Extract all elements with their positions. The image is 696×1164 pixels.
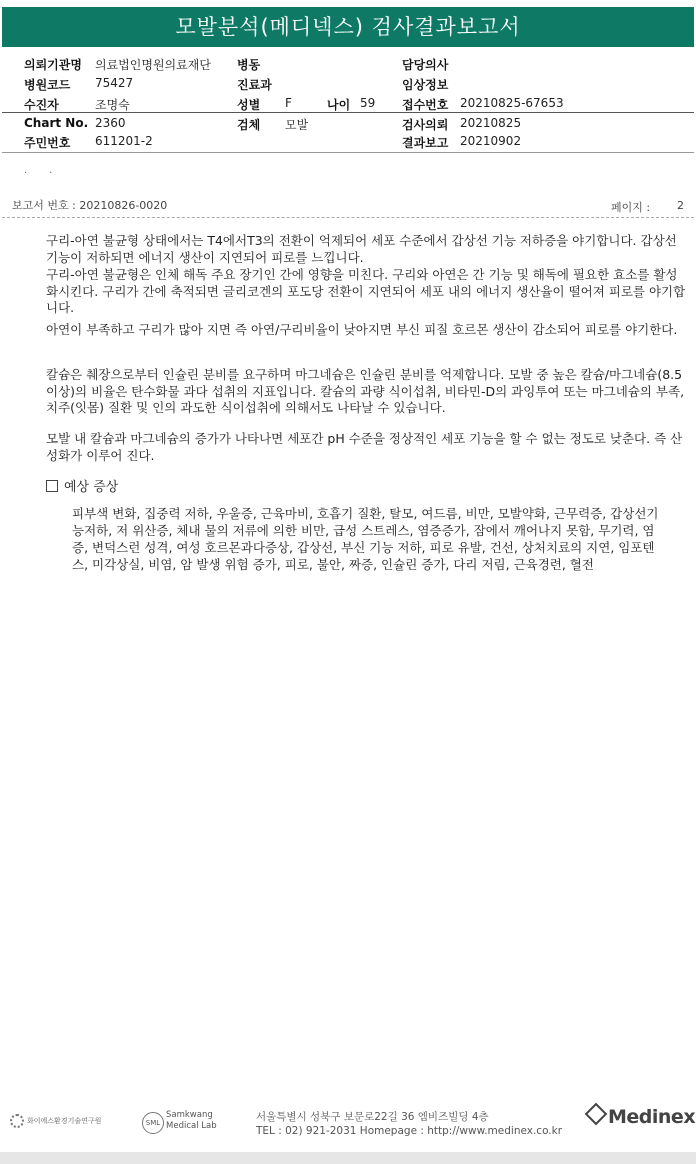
dot-marks: ·· [24, 168, 75, 179]
samkwang-logo [142, 1110, 222, 1136]
age-label: 나이 [327, 98, 351, 112]
rrn-label: 주민번호 [24, 136, 71, 150]
checkbox-icon [46, 480, 58, 492]
paragraph-3: 아연이 부족하고 구리가 많아 지면 즉 아연/구리비율이 낮아지면 부신 피질 호르몬 생산이 감소되어 피로를 야기한다. [46, 322, 678, 337]
paragraph-2: 구리-아연 불균형은 인체 해독 주요 장기인 간에 영향을 미친다. 구리와 아연은 간 기능 및 해독에 필요한 효소를 활성화시킨다. 구리가 간에 축적되면 글리코겐의 포도당 전환이 지연되어 세포 내의 에너지 생산율이 떨어져 피로를 야기합니다. [46, 267, 686, 316]
patient-info [0, 52, 696, 152]
hospital-code-value: 75427 [95, 76, 134, 90]
institute-logo-icon [10, 1114, 24, 1128]
medinex-logo-text: Medinex [608, 1106, 696, 1128]
footer-contact: TEL : 02) 921-2031 Homepage : http://www.medinex.co.kr [256, 1125, 563, 1137]
hospital-code-label: 병원코드 [24, 78, 71, 92]
info-bottom-divider [2, 152, 694, 153]
medinex-logo [588, 1106, 695, 1128]
request-label: 검사의뢰 [402, 118, 449, 132]
request-value: 20210825 [460, 116, 522, 130]
symptoms-heading-text: 예상 증상 [64, 480, 119, 495]
sml-logo-icon: SML [142, 1112, 164, 1134]
paragraph-1: 구리-아연 불균형 상태에서는 T4에서T3의 전환이 억제되어 세포 수준에서 갑상선 기능 저하증을 야기합니다. 갑상선 기능이 저하되면 에너지 생산이 지연되어 피로를 느낍니다. [46, 233, 677, 265]
ward-label: 병동 [237, 58, 261, 72]
report-number: 보고서 번호 : 20210826-0020 [12, 199, 168, 212]
doctor-label: 담당의사 [402, 58, 449, 72]
symptoms-list: 피부색 변화, 집중력 저하, 우울증, 근육마비, 호흡기 질환, 탈모, 여드름, 비만, 모발약화, 근무력증, 갑상선기능저하, 저 위산증, 체내 물의 저류에 의한 비만, 급성 스트레스, 염증증가, 잠에서 깨어나지 못함, 무기력, 염증, 변덕스런 성격, 여성 호르몬과다증상, 갑상선, 부신 기능 저하, 피로 유발, 건선, 상처치료의 지연, 임포텐스, 미각상실, 비염, 암 발생 위험 증가, 피로, 불안, 짜증, 인슐린 증가, 다리 저림, 근육경련, 혈전 [72, 506, 659, 572]
examinee-label: 수진자 [24, 98, 59, 112]
header-separator [2, 217, 694, 218]
institute-logo-text: 화이에스환경기술연구원 [27, 1117, 102, 1125]
samkwang-line1: Samkwang [166, 1110, 213, 1120]
result-value: 20210902 [460, 134, 522, 148]
receipt-label: 접수번호 [402, 98, 449, 112]
receipt-value: 20210825-67653 [460, 96, 564, 110]
result-label: 결과보고 [402, 136, 449, 150]
samkwang-logo-text [166, 1110, 217, 1132]
samkwang-line2: Medical Lab [166, 1121, 217, 1131]
page-number: 2 [677, 199, 684, 212]
chart-value: 2360 [95, 116, 126, 130]
clinical-label: 임상정보 [402, 78, 449, 92]
rrn-value: 611201-2 [95, 134, 153, 148]
specimen-label: 검체 [237, 118, 261, 132]
footer-address: 서울특별시 성북구 보문로22길 36 엠비즈빌딩 4층 [256, 1111, 489, 1123]
page-label: 페이지 : [611, 201, 651, 214]
specimen-value: 모발 [285, 118, 309, 132]
institution-label: 의뢰기관명 [24, 58, 82, 72]
info-divider [2, 112, 694, 113]
examinee-value: 조명숙 [95, 98, 130, 112]
medinex-logo-icon [585, 1103, 608, 1126]
age-value: 59 [360, 96, 376, 110]
sex-value: F [285, 96, 292, 110]
dept-label: 진료과 [237, 78, 272, 92]
paragraph-4: 칼슘은 췌장으로부터 인슐린 분비를 요구하며 마그네슘은 인슐린 분비를 억제합니다. 모발 중 높은 칼슘/마그네슘(8.5이상)의 비율은 탄수화물 과다 섭취의 지표입니다. 칼슘의 과량 식이섭취, 비타민-D의 과잉투여 또는 마그네슘의 부족, 치주(잇몸) 질환 및 인의 과도한 식이섭취에 의해서도 나타날 수 있습니다. [46, 367, 685, 416]
sex-label: 성별 [237, 98, 261, 112]
footer [0, 1100, 696, 1144]
chart-label: Chart No. [24, 116, 89, 130]
bottom-strip [0, 1152, 696, 1164]
paragraph-5: 모발 내 칼슘과 마그네슘의 증가가 나타나면 세포간 pH 수준을 정상적인 세포 기능을 할 수 없는 정도로 낮춘다. 즉 산성화가 이루어 진다. [46, 431, 683, 463]
report-title: 모발분석(메디넥스) 검사결과보고서 [2, 7, 694, 47]
institution-value: 의료법인명원의료재단 [95, 58, 211, 72]
symptoms-heading [46, 476, 118, 495]
institute-logo [10, 1114, 101, 1128]
